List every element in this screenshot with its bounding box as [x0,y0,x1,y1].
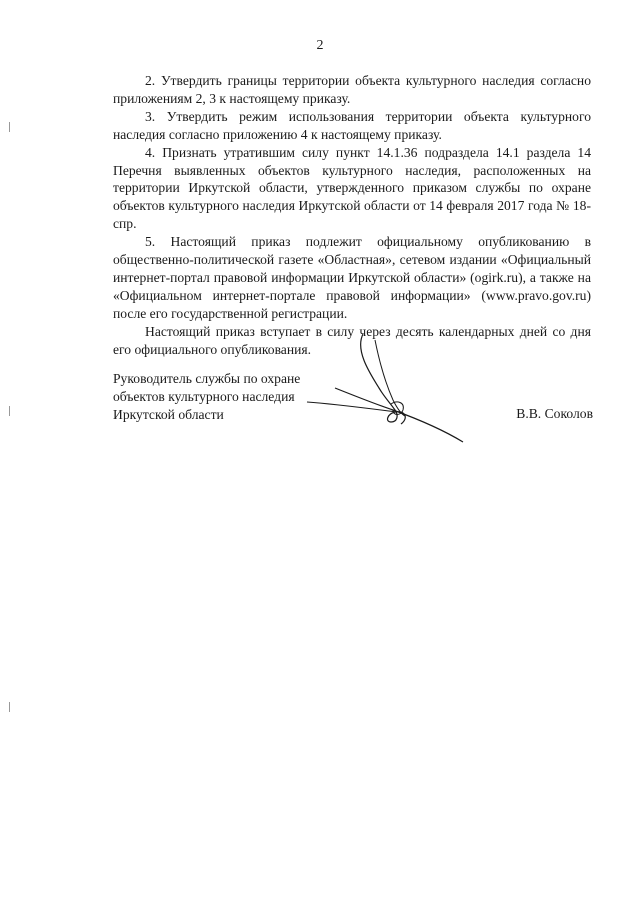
signatory-name: В.В. Соколов [516,406,593,421]
paragraph-item-3: 3. Утвердить режим использования территории объекта культурного наследия согласно приложению 4 к настоящему приказу. [113,108,591,142]
paragraph-item-2: 2. Утвердить границы территории объекта культурного наследия согласно приложениям 2, 3 к настоящему приказу. [113,73,591,106]
margin-mark [9,702,10,712]
signatory-title-line: Руководитель службы по охране [113,371,301,386]
margin-mark [9,122,10,132]
paragraph-item-5: 5. Настоящий приказ подлежит официальному опубликованию в общественно-политической газете «Областная», сетевом издании «Официальный интернет-портал правовой информации Иркутской области» (ogirk.ru), а также на «Официальном интернет-портале правовой информации» (www.pravo.gov.ru) после его государственной регистрации. [113,234,591,321]
document-body [113,72,591,359]
signatory-title-line: Иркутской области [113,406,224,422]
margin-mark [9,406,10,416]
paragraph-item-4: 4. Признать утратившим силу пункт 14.1.36 подраздела 14.1 раздела 14 Перечня выявленных объектов культурного наследия, расположенных на территории Иркутской области, утвержденного приказом службы по охране объектов культурного наследия Иркутской области от 14 февраля 2017 года № 18-спр. [113,144,591,232]
signatory-title-line: объектов культурного наследия [113,388,295,404]
signatory-title [113,370,300,424]
page-number: 2 [316,38,324,53]
paragraph-effective-date: Настоящий приказ вступает в силу через десять календарных дней со дня его официального опубликования. [113,323,591,357]
handwritten-signature [305,330,475,450]
